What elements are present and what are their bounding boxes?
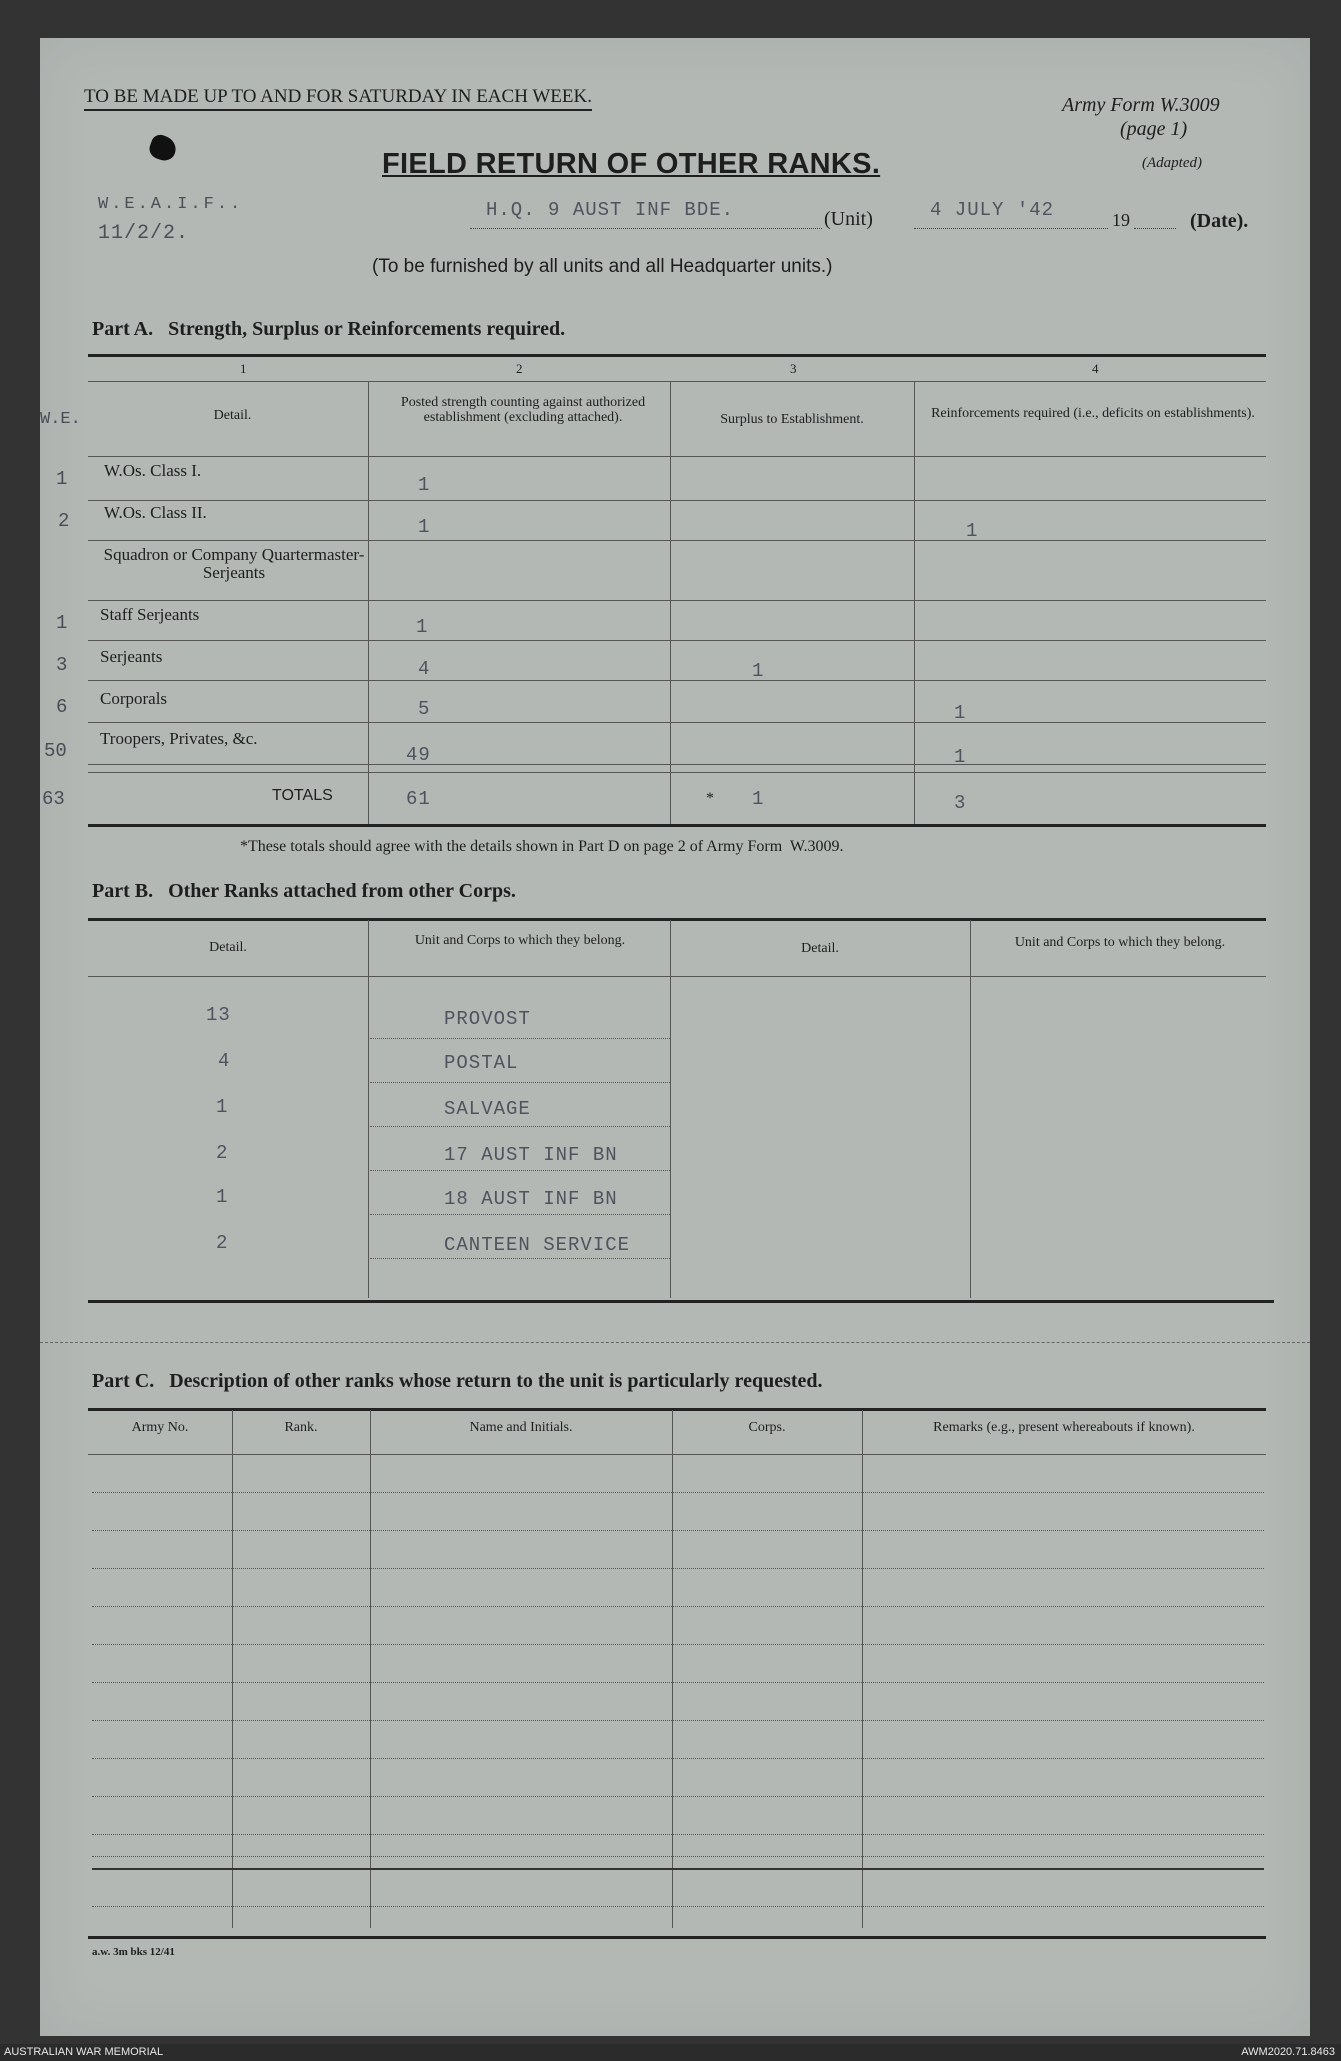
we-value: 6 [56,696,68,718]
date-field [914,198,1108,229]
part-a-row-rule [88,640,1266,641]
page-number: (page 1) [1120,118,1188,140]
part-b-row-rule [370,1038,670,1039]
part-b-detail: 2 [216,1232,229,1254]
we-value: 1 [56,468,68,490]
totals-label: TOTALS [272,787,333,804]
posted-value: 1 [418,516,431,538]
part-c-vline-4 [862,1410,863,1928]
part-c-row-rule [92,1530,1264,1531]
totals-star: * [706,790,714,807]
part-b-top-rule [88,918,1266,921]
posted-value: 1 [418,474,431,496]
part-c-head-rule [88,1454,1266,1455]
part-b-detail: 1 [216,1186,229,1208]
part-c-row-rule [92,1568,1264,1569]
row-label: Corporals [100,689,168,708]
part-a-top-rule [88,354,1266,357]
part-b-vline-1 [368,920,369,1298]
part-b-row-rule [370,1082,670,1083]
part-c-heavy-rule [92,1868,1264,1870]
part-b-unit: CANTEEN SERVICE [444,1234,631,1256]
perforation-line [40,1342,1310,1343]
col-number-1: 1 [240,361,247,376]
part-a-vline-1 [368,381,369,827]
part-b-detail: 4 [218,1050,231,1072]
part-c-bottom-rule [88,1936,1266,1939]
part-b-vline-2 [670,920,671,1298]
unit-field [470,198,822,229]
we-value: 1 [56,612,68,634]
part-b-row-rule [370,1258,670,1259]
part-b-unit: SALVAGE [444,1098,531,1120]
instruction-line [84,86,592,111]
part-a-footnote: *These totals should agree with the details shown in Part D on page 2 of Army Form W.3009. [240,838,844,855]
col-header-detail: Detail. [213,408,252,423]
part-b-row-rule [370,1126,670,1127]
part-b-col-detail-2: Detail. [801,941,839,956]
row-label: W.Os. Class I. [104,461,202,480]
posted-value: 4 [418,658,431,680]
part-c-row-rule [92,1606,1264,1607]
unit-label: (Unit) [824,208,873,230]
part-a-totals-rule [88,772,1266,773]
part-a-row-rule [88,600,1266,601]
part-c-row-rule [92,1856,1264,1857]
posted-value: 49 [406,744,431,766]
col-number-2: 2 [516,361,523,376]
reinf-value: 1 [954,746,967,768]
totals-surplus: 1 [752,788,765,810]
part-c-row-rule [92,1834,1264,1835]
archive-footer [0,2044,1341,2061]
part-c-vline-1 [232,1410,233,1928]
part-b-row-rule [370,1214,670,1215]
part-a-row-rule [88,500,1266,501]
we-reference-1: W.E.A.I.F.. [98,195,244,214]
part-b-unit: POSTAL [444,1052,519,1074]
part-b-detail: 2 [216,1142,229,1164]
part-c-heading: Part C. Description of other ranks whose return to the unit is particularly requested. [92,1370,823,1392]
we-column-label: W.E. [40,410,81,429]
col-number-3: 3 [790,361,797,376]
year-field [1134,228,1176,229]
part-c-row-rule [92,1644,1264,1645]
part-b-unit: PROVOST [444,1008,531,1030]
part-c-col-rank: Rank. [284,1420,318,1435]
unit-value: H.Q. 9 AUST INF BDE. [486,199,735,221]
posted-value: 5 [418,698,431,720]
part-b-detail: 1 [216,1096,229,1118]
part-c-col-corps: Corps. [748,1420,786,1435]
part-a-row-rule [88,764,1266,765]
part-c-row-rule [92,1492,1264,1493]
part-b-col-detail: Detail. [209,940,247,955]
date-label: (Date). [1190,210,1249,232]
part-c-col-name: Name and Initials. [469,1420,573,1435]
col-header-reinf: Reinforcements required (i.e., deficits on establishments). [931,406,1255,421]
page-title: FIELD RETURN OF OTHER RANKS. [382,148,881,180]
part-b-row-rule [370,1170,670,1171]
part-a-row-rule [88,722,1266,723]
part-a-vline-3 [914,381,915,827]
part-a-head-rule [88,456,1266,457]
col-header-posted: Posted strength counting against authorized establishment (excluding attached). [400,395,646,425]
surplus-value: 1 [752,660,765,682]
totals-we: 63 [42,788,65,810]
part-c-row-rule [92,1682,1264,1683]
we-value: 50 [44,740,67,762]
number-rule [88,381,1266,382]
part-c-col-army-no: Army No. [131,1420,189,1435]
part-b-vline-3 [970,920,971,1298]
we-value: 2 [58,510,70,532]
posted-value: 1 [416,616,429,638]
totals-reinf: 3 [954,792,967,814]
part-b-heading: Part B. Other Ranks attached from other Corps. [92,880,516,902]
footer-right: AWM2020.71.8463 [1241,2046,1335,2058]
row-label: Troopers, Privates, &c. [100,729,258,748]
we-reference-2: 11/2/2. [98,222,190,245]
form-number: Army Form W.3009 [1062,94,1220,116]
part-c-vline-3 [672,1410,673,1928]
col-header-surplus: Surplus to Establishment. [720,412,864,427]
part-a-bottom-rule [88,824,1266,827]
part-a-row-rule [88,540,1266,541]
part-c-col-remarks: Remarks (e.g., present whereabouts if known). [933,1420,1195,1435]
reinf-value: 1 [954,702,967,724]
part-a-row-rule [88,680,1266,681]
part-c-row-rule [92,1906,1264,1907]
part-a-heading: Part A. Strength, Surplus or Reinforcements required. [92,318,566,340]
date-value: 4 JULY '42 [930,199,1055,221]
row-label: Serjeants [100,647,163,666]
printer-mark: a.w. 3m bks 12/41 [92,1946,175,1958]
footer-left: AUSTRALIAN WAR MEMORIAL [4,2046,164,2058]
part-b-unit: 18 AUST INF BN [444,1188,618,1210]
part-a-vline-2 [670,381,671,827]
furnished-note: (To be furnished by all units and all Headquarter units.) [372,256,833,277]
part-b-detail: 13 [206,1004,231,1026]
part-c-row-rule [92,1720,1264,1721]
part-b-head-rule [88,976,1266,977]
totals-posted: 61 [406,788,431,810]
row-label: W.Os. Class II. [104,503,207,522]
col-number-4: 4 [1092,361,1099,376]
year-prefix: 19 [1112,210,1130,230]
part-c-row-rule [92,1796,1264,1797]
part-b-bottom-rule [88,1300,1274,1303]
instruction-text: TO BE MADE UP TO AND FOR SATURDAY IN EACH WEEK. [84,86,592,107]
part-c-vline-2 [370,1410,371,1928]
part-b-unit: 17 AUST INF BN [444,1144,618,1166]
reinf-value: 1 [966,520,979,542]
row-label: Squadron or Company Quartermaster-Serjeants [103,545,365,582]
we-value: 3 [56,654,68,676]
row-label: Staff Serjeants [100,605,200,624]
part-b-col-unit: Unit and Corps to which they belong. [414,933,626,948]
part-c-top-rule [88,1408,1266,1411]
part-b-col-unit-2: Unit and Corps to which they belong. [1014,935,1226,950]
part-c-row-rule [92,1758,1264,1759]
adapted-note: (Adapted) [1142,155,1202,171]
